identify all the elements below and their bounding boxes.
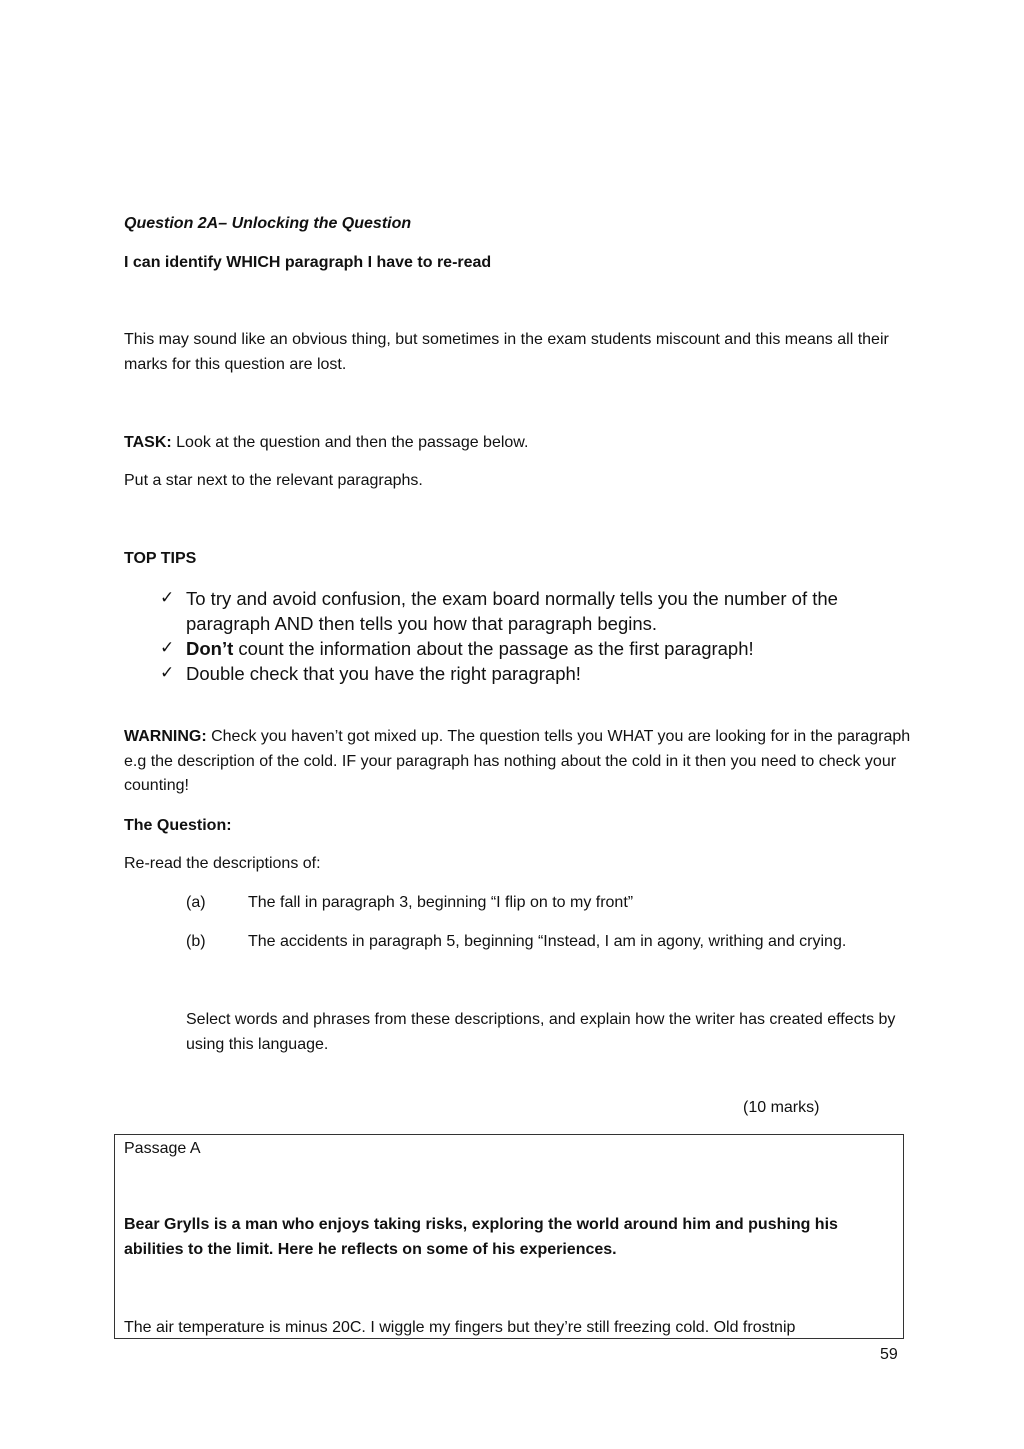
passage-box [114,1134,904,1339]
part-b-label: (b) [186,933,206,950]
task-label: TASK: [124,434,172,451]
question-title: Question 2A– Unlocking the Question [124,215,412,232]
top-tips-list [160,586,890,686]
page-number: 59 [880,1346,898,1363]
question-heading: The Question: [124,817,232,834]
question-instruction: Select words and phrases from these descriptions, and explain how the writer has created effects by using this language. [186,1011,896,1053]
tip-item [160,586,890,636]
tip-text: Double check that you have the right paragraph! [186,663,581,684]
task-line [124,431,528,455]
tip-text: To try and avoid confusion, the exam board normally tells you the number of the paragraph AND then tells you how that paragraph begins. [186,588,838,634]
part-a-text: The fall in paragraph 3, beginning “I flip on to my front” [248,894,634,911]
warning-text: Check you haven’t got mixed up. The question tells you WHAT you are looking for in the paragraph e.g the description of the cold. IF your paragraph has nothing about the cold in it then you need to check your counting! [124,728,911,794]
intro-paragraph: This may sound like an obvious thing, but sometimes in the exam students miscount and this means all their marks for this question are lost. [124,331,889,373]
part-b-text: The accidents in paragraph 5, beginning “Instead, I am in agony, writhing and crying. [248,933,847,950]
check-icon: ✓ [160,663,175,683]
tip-item [160,636,890,661]
task-text: Look at the question and then the passage below. [171,434,529,451]
task-followup: Put a star next to the relevant paragraphs. [124,472,423,489]
learning-objective: I can identify WHICH paragraph I have to re-read [124,254,492,271]
passage-first-line: The air temperature is minus 20C. I wiggle my fingers but they’re still freezing cold. Old frostnip [124,1319,796,1336]
warning-paragraph [124,725,914,799]
part-a-label: (a) [186,894,206,911]
top-tips-heading: TOP TIPS [124,550,197,567]
warning-label: WARNING: [124,728,207,745]
passage-title: Passage A [124,1140,201,1157]
tip-bold-text: Don’t [186,638,234,659]
tip-text: count the information about the passage as the first paragraph! [233,638,754,659]
marks-value: (10 marks) [743,1099,820,1116]
check-icon: ✓ [160,638,175,658]
question-prompt: Re-read the descriptions of: [124,855,321,872]
tip-item [160,661,890,686]
check-icon: ✓ [160,588,175,608]
passage-intro: Bear Grylls is a man who enjoys taking risks, exploring the world around him and pushing his abilities to the limit. Here he reflects on some of his experiences. [124,1216,838,1258]
